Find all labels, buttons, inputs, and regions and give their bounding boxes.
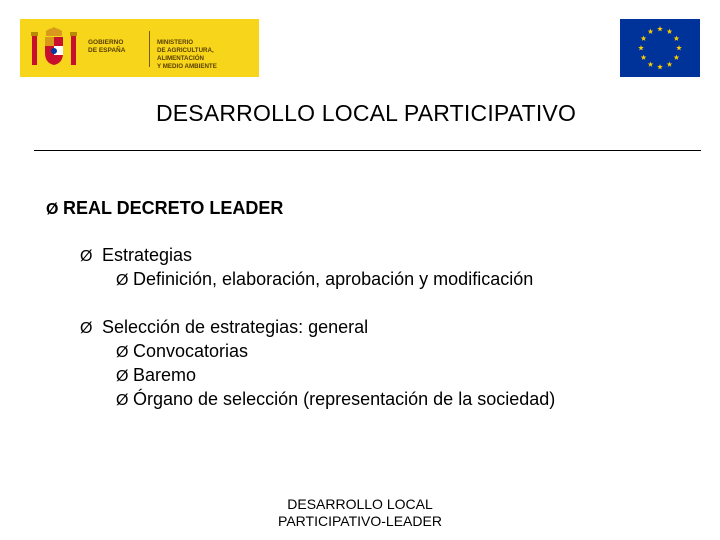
logo-divider <box>149 31 150 67</box>
gobierno-de-espana-logo <box>20 19 259 77</box>
bullet-text: REAL DECRETO LEADER <box>63 198 284 218</box>
slide-footer: DESARROLLO LOCAL PARTICIPATIVO-LEADER <box>278 496 442 529</box>
title-divider <box>34 150 701 151</box>
bullet-level1 <box>80 317 368 338</box>
arrow-bullet-icon: Ø <box>80 320 93 337</box>
bullet-text: Baremo <box>133 365 197 385</box>
eu-flag-icon <box>620 19 700 77</box>
bullet-level2 <box>116 341 248 362</box>
bullet-level2 <box>116 389 555 410</box>
bullet-text: Estrategias <box>102 245 193 265</box>
bullet-level0 <box>46 198 283 219</box>
slide-title: DESARROLLO LOCAL PARTICIPATIVO <box>155 100 577 126</box>
arrow-bullet-icon: Ø <box>46 201 59 218</box>
arrow-bullet-icon: Ø <box>116 344 129 361</box>
arrow-bullet-icon: Ø <box>116 392 129 409</box>
bullet-level2 <box>116 365 196 386</box>
bullet-level1 <box>80 245 192 266</box>
spanish-coat-of-arms-icon <box>30 27 78 71</box>
bullet-text: Selección de estrategias: general <box>102 317 369 337</box>
bullet-text: Órgano de selección (representación de la sociedad) <box>133 389 556 409</box>
arrow-bullet-icon: Ø <box>116 368 129 385</box>
bullet-text: Convocatorias <box>133 341 249 361</box>
arrow-bullet-icon: Ø <box>116 272 129 289</box>
arrow-bullet-icon: Ø <box>80 248 93 265</box>
ministerio-text: MINISTERIO DE AGRICULTURA, ALIMENTACIÓN Y MEDIO AMBIENTE <box>157 39 217 70</box>
gobierno-de-espana-text: GOBIERNO DE ESPAÑA <box>88 39 126 54</box>
bullet-level2 <box>116 269 533 290</box>
bullet-text: Definición, elaboración, aprobación y modificación <box>133 269 534 289</box>
